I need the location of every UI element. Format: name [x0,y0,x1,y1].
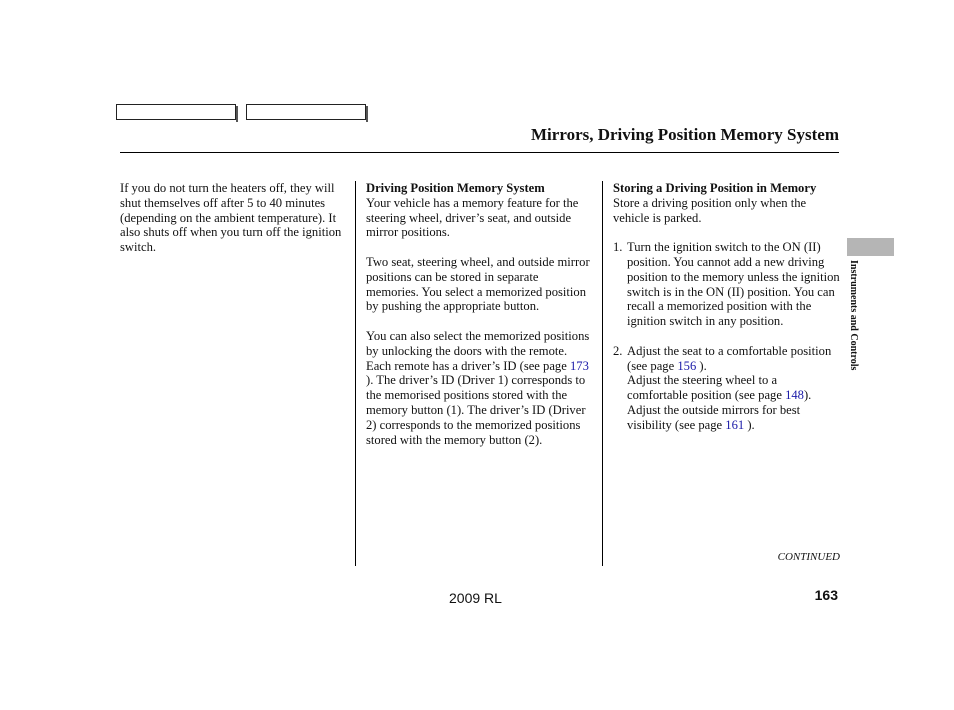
seat-adjust-text: Adjust the seat to a comfortable position (see page [627,343,832,373]
section-label: Instruments and Controls [848,260,859,371]
column-1 [120,181,342,270]
wheel-adjust-line [627,373,811,402]
memory-positions-paragraph: Two seat, steering wheel, and outside mirror positions can be stored in separate memories. You select a memorized position by pushing the appropriate button. [366,254,590,314]
nav-button-previous[interactable] [116,104,236,120]
step-item-2 [613,344,841,433]
storing-steps-list [613,240,841,432]
page-link-161[interactable]: 161 [725,417,745,432]
column-divider-2 [602,181,603,566]
page-number: 163 [814,587,838,603]
continued-label: CONTINUED [777,551,840,563]
title-divider [120,152,839,153]
page-title: Mirrors, Driving Position Memory System [531,125,839,144]
page-link-173[interactable]: 173 [569,358,589,373]
memory-system-heading: Driving Position Memory System [366,181,545,195]
mirror-adjust-text: Adjust the outside mirrors for best visibility (see page [627,402,801,432]
seat-adjust-line [627,344,831,373]
column-divider-1 [355,181,356,566]
page-link-156[interactable]: 156 [677,358,697,373]
step-number-2: 2. [613,343,623,358]
column-2 [366,181,594,462]
footer-model: 2009 RL [449,590,502,606]
nav-button-next[interactable] [246,104,366,120]
wheel-adjust-text-end: ). [803,388,812,403]
wheel-adjust-text: Adjust the steering wheel to a comfortable position (see page [627,373,786,403]
step-item-1 [613,240,841,329]
mirror-adjust-text-end: ). [744,417,755,432]
storing-position-heading: Storing a Driving Position in Memory [613,181,817,195]
step-number-1: 1. [613,240,623,255]
seat-adjust-text-end: ). [696,358,707,373]
remote-id-paragraph [366,329,594,447]
section-tab [847,238,894,256]
remote-id-text-end: ). The driver’s ID (Driver 1) corresponds to the memorised positions stored with the memory button (1). The driver’s ID (Driver 2) corresponds to the memorized positions stored with the memory button (2). [366,373,586,447]
mirror-adjust-line [627,403,800,432]
step-text-2 [627,344,841,433]
heater-note-paragraph: If you do not turn the heaters off, they will shut themselves off after 5 to 40 minutes (depending on the ambient temperature). It also shuts off when you turn off the ignition switch. [120,181,342,255]
column-3 [613,181,841,447]
page-link-148[interactable]: 148 [785,388,804,403]
storing-intro-paragraph: Store a driving position only when the vehicle is parked. [613,195,807,225]
remote-id-text-start: You can also select the memorized positions by unlocking the doors with the remote. Each remote has a driver’s ID (see page [366,328,590,373]
step-text-1: Turn the ignition switch to the ON (II) position. You cannot add a new driving position to the memory unless the ignition switch is in the ON (II) position. You can recall a memorized position with the ignition switch in any position. [627,240,840,329]
memory-intro-paragraph: Your vehicle has a memory feature for the steering wheel, driver’s seat, and outside mirror positions. [366,195,579,240]
